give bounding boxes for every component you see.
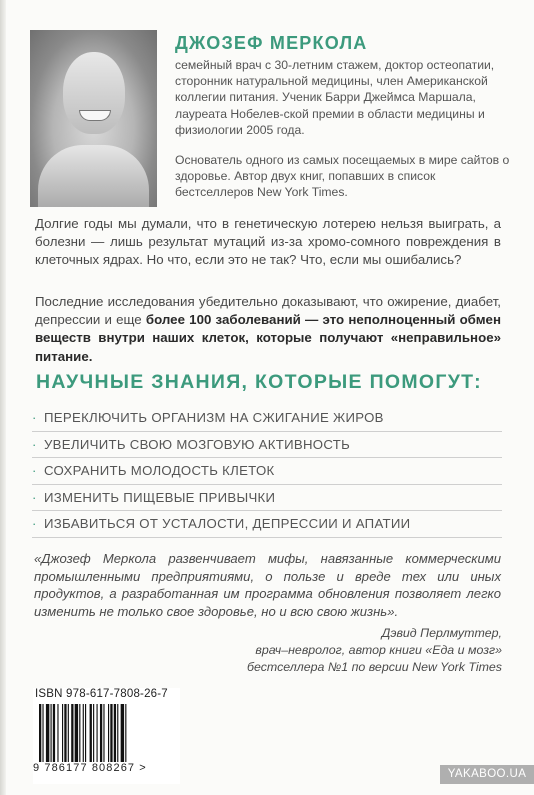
author-bio-secondary: Основатель одного из самых посещаемых в мире сайтов о здоровье. Автор двух книг, попавших в список бестселлеров New York Times. [175,153,510,200]
store-watermark: YAKABOO.UA [440,765,534,784]
benefit-item [32,485,502,512]
author-name: ДЖОЗЕФ МЕРКОЛА [175,33,368,53]
author-photo [30,30,157,207]
intro-paragraph-2 [35,293,501,366]
benefit-item [32,511,502,538]
barcode-bars [39,704,175,762]
quote-author: Дэвид Перлмуттер, [381,626,502,640]
bullet-icon: · [32,463,37,478]
bullet-icon: · [32,489,37,505]
benefit-item [32,432,502,459]
author-photo-head [63,52,125,134]
quote-author-note: бестселлера №1 по версии New York Times [246,660,502,674]
benefit-label: УВЕЛИЧИТЬ СВОЮ МОЗГОВУЮ АКТИВНОСТЬ [44,436,351,452]
benefits-list [32,405,502,538]
quote-author-role: врач–невролог, автор книги «Еда и мозг» [255,643,502,657]
intro-paragraph-1: Долгие годы мы думали, что в генетическую лотерею нельзя выиграть, а болезни — лишь результат мутаций из-за хромо-сомного повреждения в клеточных ядрах. Но что, если это не так? Что, если мы ошибались? [35,216,501,268]
intro-paragraph-2-highlight: более 100 заболеваний — это неполноценный обмен веществ внутри наших клеток, которые получают «неправильное» питание. [35,312,501,364]
endorsement-quote: «Джозеф Меркола развенчивает мифы, навязанные коммерческими промышленными предприятиями, о пользе и вреде тех или иных продуктов, а разработанная им программа обновления позволяет легко изменить не только свое здоровье, но и всю свою жизнь». [34,551,501,619]
benefit-item [32,405,502,432]
barcode [33,688,180,784]
bullet-icon: · [32,410,37,425]
bullet-icon: · [32,516,37,531]
author-bio: семейный врач с 30-летним стажем, доктор остеопатии, сторонник натуральной медицины, член Американской коллегии питания. Ученик Барри Джеймса Маршала, лауреата Нобелев-ской премии в области медицины и физиологии 2005 года. [175,58,495,137]
book-spine-edge [0,0,6,795]
benefit-label: ПЕРЕКЛЮЧИТЬ ОРГАНИЗМ НА СЖИГАНИЕ ЖИРОВ [44,410,384,425]
benefit-label: ИЗМЕНИТЬ ПИЩЕВЫЕ ПРИВЫЧКИ [44,489,276,505]
benefits-heading: НАУЧНЫЕ ЗНАНИЯ, КОТОРЫЕ ПОМОГУТ: [36,371,482,393]
benefit-label: ИЗБАВИТЬСЯ ОТ УСТАЛОСТИ, ДЕПРЕССИИ И АПАТИИ [44,516,411,531]
benefit-item [32,458,502,485]
barcode-digits: 9 786177 808267 > [33,762,147,774]
benefit-label: СОХРАНИТЬ МОЛОДОСТЬ КЛЕТОК [44,463,275,478]
bullet-icon: · [32,436,37,452]
intro-paragraph-2-text: Последние исследования убедительно доказывают, что ожирение, диабет, депрессии и еще [35,294,501,328]
author-photo-shirt [38,145,149,207]
isbn-label: ISBN 978-617-7808-26-7 [35,688,168,700]
